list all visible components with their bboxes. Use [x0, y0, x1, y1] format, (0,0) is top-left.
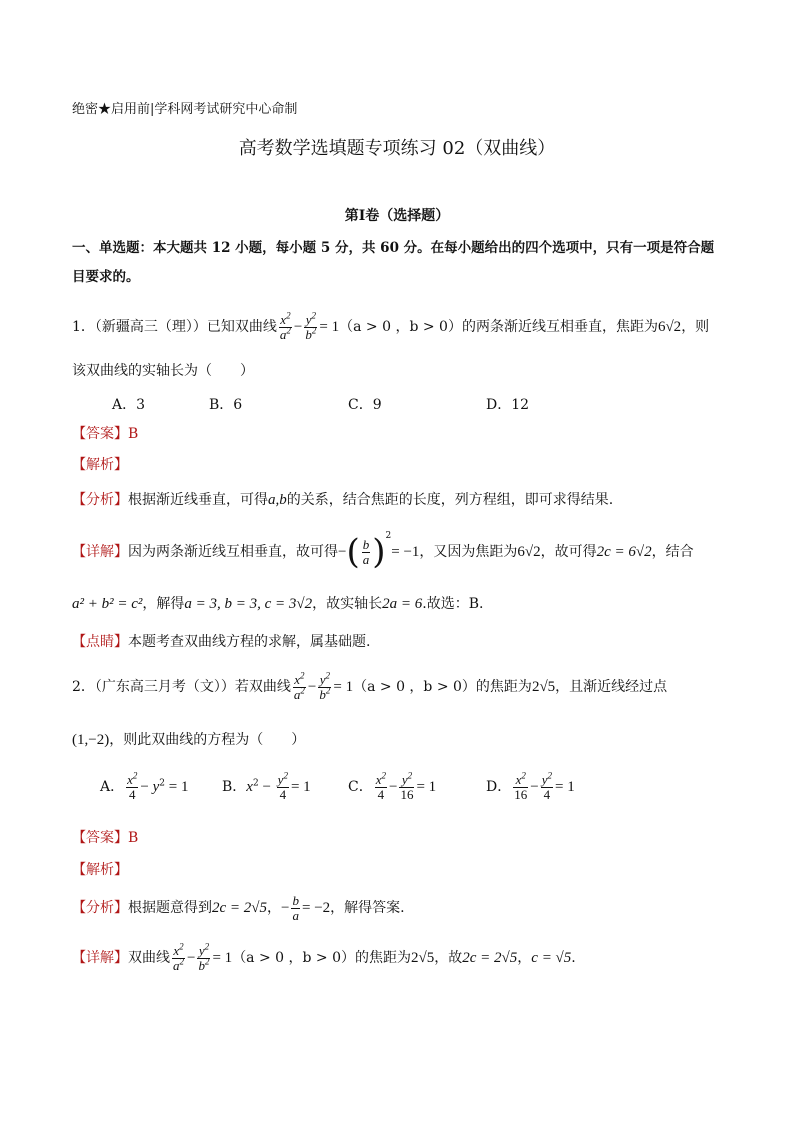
q1-xiangjie-d: ，结合: [651, 544, 694, 560]
q1-fenxi-a: 根据渐近线垂直，可得: [128, 492, 268, 508]
q1-tail: ，则: [681, 319, 710, 335]
q2-xiangjie-a: 双曲线: [128, 950, 170, 966]
q2-fenxi-eq1: 2c = 2√5: [212, 900, 268, 916]
q1-condition: （a > 0 ，b > 0）的两条渐近线互相垂直，焦距为: [339, 319, 658, 335]
q1-analysis-label: 【解析】: [72, 457, 128, 473]
q2-fenxi-a: 根据题意得到: [128, 900, 212, 916]
q1-option-c: C．9: [348, 397, 382, 413]
q1-dianjing-label: 【点睛】: [72, 634, 128, 650]
q2-point: (1,−2): [72, 732, 110, 748]
q1-line-a: ，解得: [142, 596, 185, 612]
q2-option-c-letter: C．: [348, 779, 373, 795]
q2-condition: （a > 0 ，b > 0）的焦距为: [353, 679, 532, 695]
q1-dianjing: [72, 632, 370, 652]
q1-hyperbola-y-term: $\frac{y^2}{b^2}$: [305, 310, 317, 342]
q1-fenxi-vars: a,b: [268, 492, 287, 508]
q1-option-a: A．3: [112, 397, 146, 413]
q2-xiangjie-focal: 2√5: [411, 950, 435, 966]
q1-pythag-eq: a² + b² = c²: [72, 596, 143, 612]
q1-solved-values: a = 3, b = 3, c = 3√2: [184, 596, 313, 612]
q2-xiangjie: 【详解】双曲线 $\frac{x^2}{a^2}$ − $\frac{y^2}{b^2}$ = 1（a > 0 ，b > 0）的焦距为2√5，故2c = 2√5，c = √5.: [72, 941, 576, 973]
q1-xiangjie-label: 【详解】: [72, 544, 128, 560]
q1-fenxi-b: 的关系，结合焦距的长度，列方程组，即可求得结果.: [286, 492, 614, 508]
q1-xiangjie-focal: 6√2: [517, 544, 541, 560]
q2-answer-label: 【答案】: [72, 830, 128, 846]
q1-answer-value: B: [128, 426, 139, 442]
q1-real-axis: 2a = 6: [382, 596, 423, 612]
q1-line-b: ，故实轴长: [312, 596, 383, 612]
q2-xiangjie-c: ，故: [434, 950, 463, 966]
section-heading: 第I卷（选择题）: [344, 208, 450, 224]
q2-option-d-letter: D．: [486, 779, 512, 795]
q1-fenxi: [72, 490, 613, 510]
q2-xiangjie-b: （a > 0 ，b > 0）的焦距为: [232, 950, 412, 966]
q2-tail: ，且渐近线经过点: [555, 679, 668, 695]
q2-focal-length: 2√5: [531, 679, 556, 695]
q1-lead: 1．（新疆高三（理））已知双曲线: [72, 319, 277, 335]
q1-answer: [72, 424, 138, 444]
q1-option-b: B．6: [209, 397, 243, 413]
q2-xiangjie-d: ，: [517, 950, 532, 966]
q2-answer-value: B: [128, 830, 139, 846]
q2-fenxi-label: 【分析】: [72, 900, 128, 916]
q1-fenxi-label: 【分析】: [72, 492, 128, 508]
q1-answer-label: 【答案】: [72, 426, 128, 442]
q2-fenxi-b: ，解得答案.: [330, 900, 405, 916]
q1-xiangjie-a: 因为两条渐近线互相垂直，故可得: [128, 544, 338, 560]
q2-fenxi: 【分析】根据题意得到2c = 2√5，− $\frac{b}{a}$ = −2，解得答案.: [72, 892, 405, 923]
question-1-line-2: 该双曲线的实轴长为（ ）: [72, 363, 254, 379]
q1-line-c: .故选：B.: [422, 596, 484, 612]
q2-option-a-letter: A．: [100, 779, 125, 795]
instructions-line-1: 一、单选题：本大题共 12 小题，每小题 5 分，共 60 分。在每小题给出的四个选项中，只有一项是符合题: [72, 240, 715, 256]
q2-lead: 2．（广东高三月考（文））若双曲线: [72, 679, 291, 695]
q1-xiangjie: 【详解】因为两条渐近线互相垂直，故可得−( $\frac{b}{a}$ )$^2$= −1，又因为焦距为6√2，故可得2c = 6√2，结合: [72, 531, 694, 572]
q1-solution-line: [72, 594, 484, 614]
q1-xiangjie-b: ，又因为焦距为: [419, 544, 518, 560]
q2-analysis-label: 【解析】: [72, 862, 128, 878]
question-2-stem: 2．（广东高三月考（文））若双曲线 $\frac{x^2}{a^2}$ − $\frac{y^2}{b^2}$ = 1（a > 0 ，b > 0）的焦距为2√5，且渐近线经过点: [72, 670, 668, 702]
q2-line-2-text: ，则此双曲线的方程为（ ）: [109, 732, 306, 748]
q1-hyperbola-x-term: $\frac{x^2}{a^2}$: [279, 310, 291, 342]
q2-option-c: C． $\frac{x^2}{4}$ − $\frac{y^2}{16}$ = 1: [348, 770, 437, 802]
q1-dianjing-text: 本题考查双曲线方程的求解，属基础题.: [128, 634, 371, 650]
question-2-line-2: [72, 730, 305, 750]
q2-xiangjie-label: 【详解】: [72, 950, 128, 966]
question-1-stem: 1．（新疆高三（理））已知双曲线 $\frac{x^2}{a^2}$ − $\frac{y^2}{b^2}$ = 1（a > 0 ，b > 0）的两条渐近线互相垂直，焦距为6√2，则: [72, 310, 710, 342]
header-note: 绝密★启用前|学科网考试研究中心命制: [72, 102, 298, 117]
instructions-line-2: 目要求的。: [72, 269, 140, 285]
q2-option-b-letter: B．: [222, 779, 247, 795]
q1-xiangjie-c: ，故可得: [540, 544, 597, 560]
q2-answer: [72, 828, 138, 848]
q1-option-d: D．12: [486, 397, 530, 413]
q1-xiangjie-eq: = −1: [391, 544, 420, 560]
q1-focal-length: 6√2: [657, 319, 682, 335]
q2-option-b: B．$x^2$ − $\frac{y^2}{4}$ = 1: [222, 770, 311, 802]
q2-option-d: D． $\frac{x^2}{16}$ − $\frac{y^2}{4}$ = 1: [486, 770, 575, 802]
q2-option-a: A． $\frac{x^2}{4}$ − $y^2 = 1$: [100, 770, 189, 802]
page-title: 高考数学选填题专项练习 02（双曲线）: [238, 138, 556, 159]
